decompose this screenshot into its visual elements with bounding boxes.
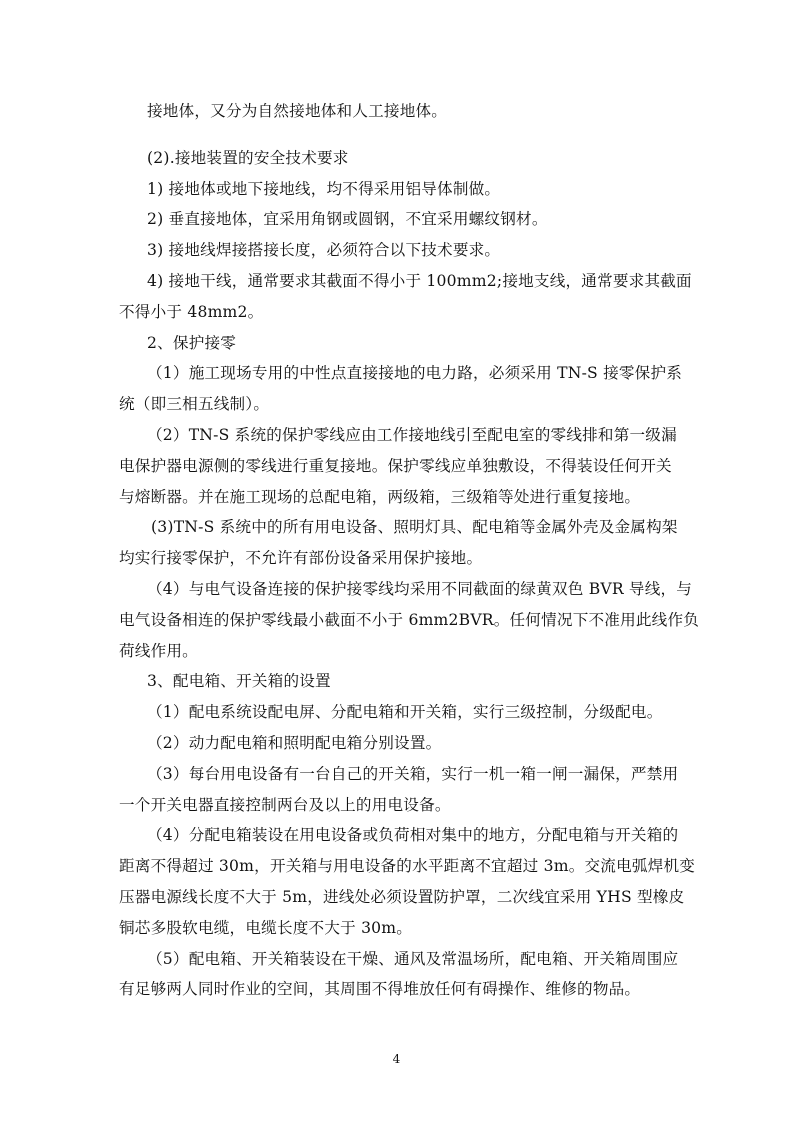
text-line: 1) 接地体或地下接地线，均不得采用铝导体制做。: [147, 179, 501, 198]
text-line: （5）配电箱、开关箱装设在干燥、通风及常温场所，配电箱、开关箱周围应: [147, 949, 679, 968]
text-line: 距离不得超过 30m，开关箱与用电设备的水平距离不宜超过 3m。交流电弧焊机变: [119, 857, 696, 876]
text-line: 3) 接地线焊接搭接长度，必须符合以下技术要求。: [147, 241, 501, 260]
text-line: 4) 接地干线，通常要求其截面不得小于 100mm2;接地支线，通常要求其截面: [147, 271, 692, 290]
text-line: （1）施工现场专用的中性点直接接地的电力路，必须采用 TN-S 接零保护系: [147, 364, 683, 383]
text-line: 铜芯多股软电缆，电缆长度不大于 30m。: [119, 918, 413, 937]
text-line: (2).接地装置的安全技术要求: [147, 148, 349, 167]
text-line: 荷线作用。: [119, 641, 198, 660]
text-line: 统（即三相五线制）。: [119, 395, 270, 414]
page-number: 4: [392, 1052, 401, 1066]
text-line: 接地体，又分为自然接地体和人工接地体。: [147, 102, 448, 120]
text-line: 2) 垂直接地体，宜采用角钢或圆钢，不宜采用螺纹钢材。: [147, 210, 548, 229]
text-line: 压器电源线长度不大于 5m，进线处必须设置防护罩，二次线宜采用 YHS 型橡皮: [119, 887, 685, 906]
document-body: [119, 96, 700, 1005]
text-line: （2）TN-S 系统的保护零线应由工作接地线引至配电室的零线排和第一级漏: [147, 425, 677, 444]
text-line: （2）动力配电箱和照明配电箱分别设置。: [147, 733, 442, 752]
text-line: （3）每台用电设备有一台自己的开关箱，实行一机一箱一闸一漏保，严禁用: [147, 764, 679, 783]
text-line: 与熔断器。并在施工现场的总配电箱，两级箱，三级箱等处进行重复接地。: [119, 487, 641, 506]
text-line: 不得小于 48mm2。: [119, 302, 264, 321]
text-line: (3)TN-S 系统中的所有用电设备、照明灯具、配电箱等金属外壳及金属构架: [151, 518, 678, 537]
text-line: 均实行接零保护，不允许有部份设备采用保护接地。: [119, 549, 483, 568]
text-line: （4）分配电箱装设在用电设备或负荷相对集中的地方，分配电箱与开关箱的: [147, 826, 679, 845]
text-line: 2、保护接零: [147, 333, 237, 352]
text-line: 电保护器电源侧的零线进行重复接地。保护零线应单独敷设，不得装设任何开关: [119, 456, 672, 475]
text-line: 一个开关电器直接控制两台及以上的用电设备。: [119, 795, 451, 814]
text-line: 电气设备相连的保护零线最小截面不小于 6mm2BVR。任何情况下不准用此线作负: [119, 610, 700, 629]
text-line: 3、配电箱、开关箱的设置: [147, 672, 331, 691]
text-line: 有足够两人同时作业的空间，其周围不得堆放任何有碍操作、维修的物品。: [119, 980, 641, 999]
text-line: （1）配电系统设配电屏、分配电箱和开关箱，实行三级控制，分级配电。: [147, 703, 663, 722]
text-line: （4）与电气设备连接的保护接零线均采用不同截面的绿黄双色 BVR 导线，与: [147, 579, 693, 598]
